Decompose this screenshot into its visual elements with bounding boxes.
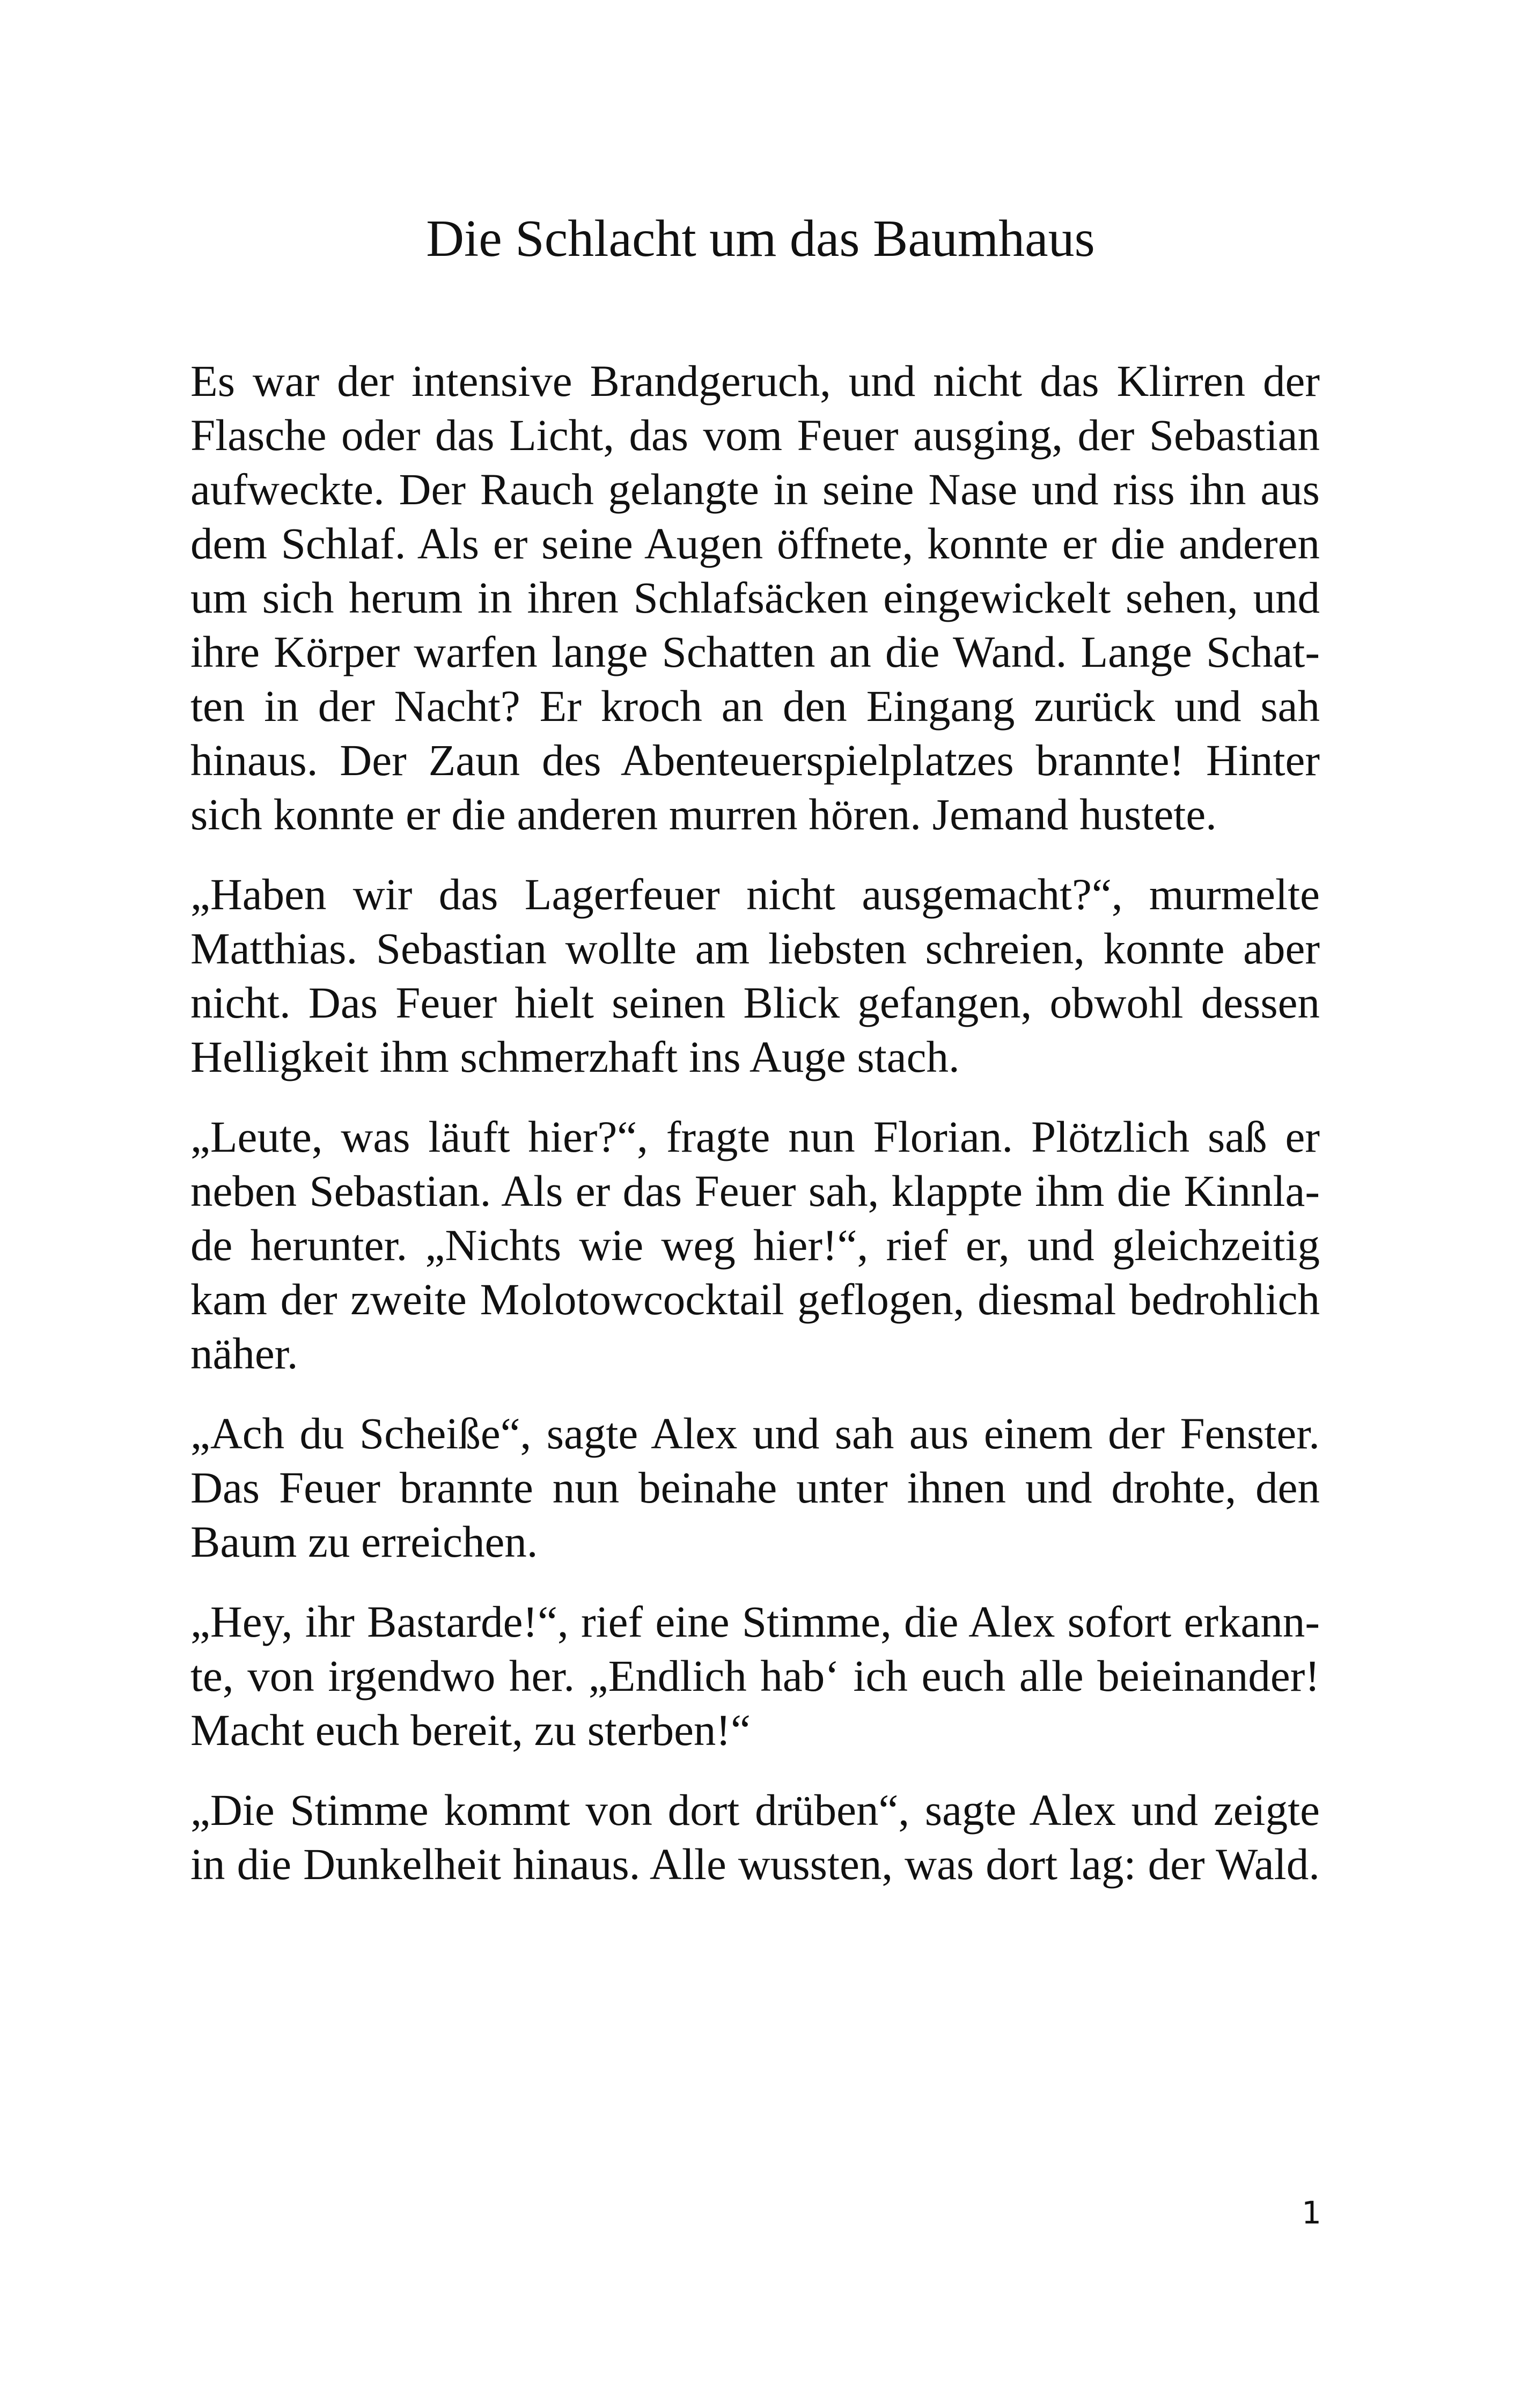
text-line: ihre Körper warfen lange Schatten an die Wand. Lange Schat-: [190, 627, 1320, 676]
text-line: Matthias. Sebastian wollte am liebsten schreien, konnte aber: [190, 924, 1320, 973]
text-line: um sich herum in ihren Schlafsäcken eingewickelt sehen, und: [190, 573, 1320, 622]
text-line: kam der zweite Molotowcocktail geflogen, diesmal bedrohlich: [190, 1275, 1320, 1324]
text-line: ten in der Nacht? Er kroch an den Eingang zurück und sah: [190, 681, 1320, 731]
text-line: Es war der intensive Brandgeruch, und nicht das Klirren der: [190, 356, 1320, 406]
text-line: „Die Stimme kommt von dort drüben“, sagte Alex und zeigte: [190, 1785, 1320, 1835]
text-line: näher.: [190, 1329, 298, 1378]
text-line: aufweckte. Der Rauch gelangte in seine Nase und riss ihn aus: [190, 465, 1320, 514]
text-line: „Haben wir das Lagerfeuer nicht ausgemacht?“, murmelte: [190, 870, 1320, 919]
text-line: hinaus. Der Zaun des Abenteuerspielplatzes brannte! Hinter: [190, 735, 1320, 785]
paragraph: [190, 354, 1320, 842]
text-line: nicht. Das Feuer hielt seinen Blick gefangen, obwohl dessen: [190, 978, 1320, 1027]
paragraph: [190, 1783, 1320, 1891]
text-line: de herunter. „Nichts wie weg hier!“, rief er, und gleichzeitig: [190, 1220, 1320, 1270]
text-line: Das Feuer brannte nun beinahe unter ihnen und drohte, den: [190, 1463, 1320, 1512]
chapter-title: Die Schlacht um das Baumhaus: [426, 210, 1095, 268]
text-line: Macht euch bereit, zu sterben!“: [190, 1705, 751, 1755]
text-line: dem Schlaf. Als er seine Augen öffnete, konnte er die anderen: [190, 519, 1320, 568]
text-line: „Leute, was läuft hier?“, fragte nun Florian. Plötzlich saß er: [190, 1112, 1320, 1161]
body-text: [190, 354, 1320, 1917]
text-line: Baum zu erreichen.: [190, 1517, 538, 1566]
text-line: sich konnte er die anderen murren hören. Jemand hustete.: [190, 790, 1217, 839]
paragraph: [190, 1595, 1320, 1757]
text-line: te, von irgendwo her. „Endlich hab‘ ich euch alle beieinander!: [190, 1651, 1320, 1700]
paragraph: [190, 1110, 1320, 1381]
text-line: Flasche oder das Licht, das vom Feuer ausging, der Sebastian: [190, 410, 1320, 460]
page-number: 1: [1302, 2195, 1321, 2231]
text-line: „Ach du Scheiße“, sagte Alex und sah aus einem der Fenster.: [190, 1409, 1320, 1458]
paragraph: [190, 1406, 1320, 1569]
text-line: Helligkeit ihm schmerzhaft ins Auge stach.: [190, 1032, 960, 1081]
text-line: neben Sebastian. Als er das Feuer sah, klappte ihm die Kinnla-: [190, 1166, 1320, 1216]
text-line: „Hey, ihr Bastarde!“, rief eine Stimme, die Alex sofort erkann-: [190, 1597, 1320, 1646]
text-line: in die Dunkelheit hinaus. Alle wussten, was dort lag: der Wald.: [190, 1839, 1320, 1889]
paragraph: [190, 867, 1320, 1084]
